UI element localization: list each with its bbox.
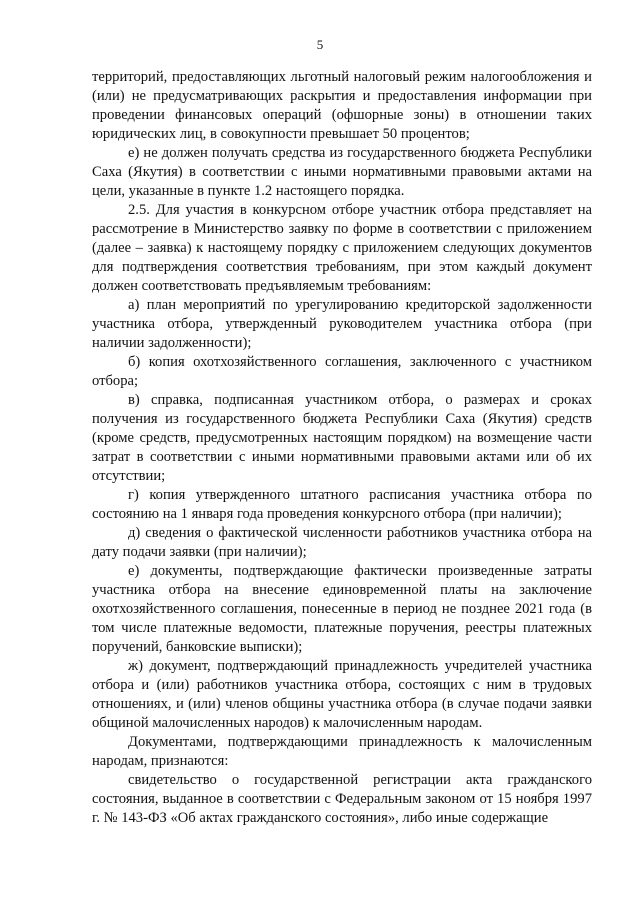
list-item-a: а) план мероприятий по урегулированию кредиторской задолженности участника отбора, утвержденный руководителем участника отбора (при наличии задолженности); bbox=[92, 297, 592, 351]
paragraph-documents-intro: Документами, подтверждающими принадлежность к малочисленным народам, признаются: bbox=[92, 734, 592, 769]
page-number: 5 bbox=[316, 37, 324, 52]
document-body bbox=[92, 68, 592, 828]
list-item-e: е) документы, подтверждающие фактически произведенные затраты участника отбора на внесение единовременной платы на заключение охотхозяйственного соглашения, понесенные в период не позднее 2021 года (в том числе платежные ведомости, платежные поручения, реестры платежных поручений, банковские выписки); bbox=[92, 563, 592, 655]
list-item-d: д) сведения о фактической численности работников участника отбора на дату подачи заявки (при наличии); bbox=[92, 525, 592, 560]
list-item-b: б) копия охотхозяйственного соглашения, заключенного с участником отбора; bbox=[92, 354, 592, 389]
list-item-v: в) справка, подписанная участником отбора, о размерах и сроках получения из государственного бюджета Республики Саха (Якутия) средств (кроме средств, предусмотренных настоящим порядком) на возмещение части затрат в соответствии с иными нормативными правовыми актами или об их отсутствии; bbox=[92, 392, 592, 484]
paragraph-offshore-continuation: территорий, предоставляющих льготный налоговый режим налогообложения и (или) не предусматривающих раскрытия и предоставления информации при проведении финансовых операций (офшорные зоны) в отношении таких юридических лиц, в совокупности превышает 50 процентов; bbox=[92, 69, 592, 142]
paragraph-2-5: 2.5. Для участия в конкурсном отборе участник отбора представляет на рассмотрение в Министерство заявку по форме в соответствии с приложением (далее – заявка) к настоящему порядку с приложением следующих документов для подтверждения соответствия требованиям, при этом каждый документ должен соответствовать предъявляемым требованиям: bbox=[92, 202, 592, 294]
paragraph-certificate: свидетельство о государственной регистрации акта гражданского состояния, выданное в соответствии с Федеральным законом от 15 ноября 1997 г. № 143-ФЗ «Об актах гражданского состояния», либо иные содержащие bbox=[92, 772, 592, 826]
list-item-g: г) копия утвержденного штатного расписания участника отбора по состоянию на 1 января года проведения конкурсного отбора (при наличии); bbox=[92, 487, 592, 522]
paragraph-item-e-budget: е) не должен получать средства из государственного бюджета Республики Саха (Якутия) в соответствии с иными нормативными правовыми актами на цели, указанные в пункте 1.2 настоящего порядка. bbox=[92, 145, 592, 199]
list-item-zh: ж) документ, подтверждающий принадлежность учредителей участника отбора и (или) работников участника отбора, состоящих с ним в трудовых отношениях, и (или) членов общины участника отбора (в случае подачи заявки общиной малочисленных народов) к малочисленным народам. bbox=[92, 658, 592, 731]
